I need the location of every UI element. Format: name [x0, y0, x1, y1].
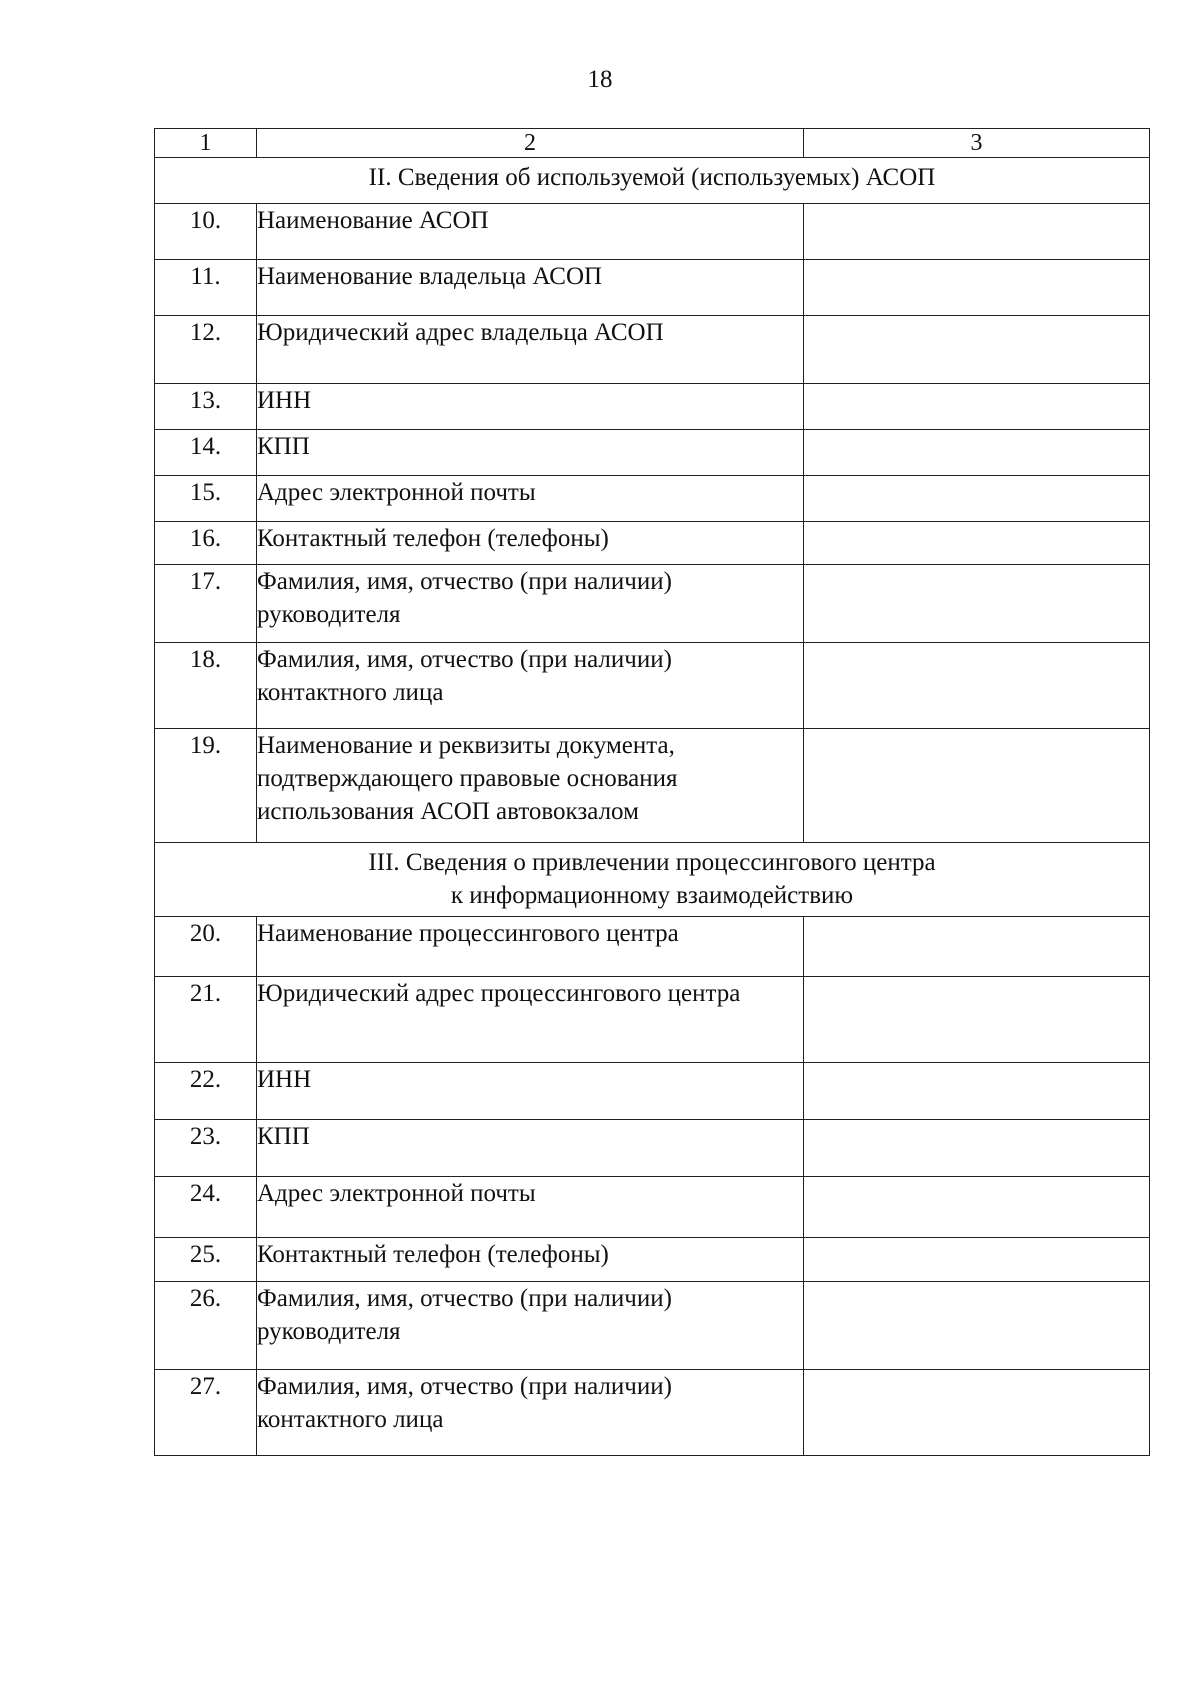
row-number: 20.: [155, 917, 257, 977]
value-cell[interactable]: [804, 1282, 1150, 1370]
table-row: [155, 430, 1150, 476]
row-label: Контактный телефон (телефоны): [257, 1238, 804, 1282]
row-number: 17.: [155, 565, 257, 643]
row-label: Адрес электронной почты: [257, 476, 804, 522]
table-row: [155, 1120, 1150, 1177]
row-label: Наименование владельца АСОП: [257, 260, 804, 316]
value-cell[interactable]: [804, 729, 1150, 843]
row-number: 23.: [155, 1120, 257, 1177]
table-row: [155, 1063, 1150, 1120]
table-row: [155, 729, 1150, 843]
value-cell[interactable]: [804, 384, 1150, 430]
table-row: [155, 522, 1150, 565]
table-row: [155, 476, 1150, 522]
row-label: Наименование процессингового центра: [257, 917, 804, 977]
form-table: [154, 128, 1150, 1456]
table-row: [155, 316, 1150, 384]
table-row: [155, 1177, 1150, 1238]
row-number: 13.: [155, 384, 257, 430]
value-cell[interactable]: [804, 1177, 1150, 1238]
row-number: 27.: [155, 1370, 257, 1456]
column-number-row: [155, 129, 1150, 158]
row-label: ИНН: [257, 1063, 804, 1120]
value-cell[interactable]: [804, 565, 1150, 643]
table-row: [155, 565, 1150, 643]
table-row: [155, 1238, 1150, 1282]
value-cell[interactable]: [804, 430, 1150, 476]
table-row: [155, 977, 1150, 1063]
row-number: 21.: [155, 977, 257, 1063]
row-label: Наименование АСОП: [257, 204, 804, 260]
column-number-1: 1: [155, 129, 257, 158]
table-row: [155, 643, 1150, 729]
value-cell[interactable]: [804, 260, 1150, 316]
value-cell[interactable]: [804, 522, 1150, 565]
page-number: 18: [587, 66, 613, 93]
row-number: 15.: [155, 476, 257, 522]
row-label: Фамилия, имя, отчество (при наличии) контактного лица: [257, 1370, 804, 1456]
row-label: Фамилия, имя, отчество (при наличии) контактного лица: [257, 643, 804, 729]
value-cell[interactable]: [804, 643, 1150, 729]
value-cell[interactable]: [804, 1120, 1150, 1177]
row-label: КПП: [257, 430, 804, 476]
row-number: 14.: [155, 430, 257, 476]
value-cell[interactable]: [804, 1238, 1150, 1282]
column-number-3: 3: [804, 129, 1150, 158]
table-row: [155, 384, 1150, 430]
section-header-2: [155, 158, 1150, 204]
section-header-3: [155, 843, 1150, 917]
row-label: Фамилия, имя, отчество (при наличии) руководителя: [257, 565, 804, 643]
row-label: КПП: [257, 1120, 804, 1177]
row-number: 25.: [155, 1238, 257, 1282]
table-row: [155, 204, 1150, 260]
value-cell[interactable]: [804, 1063, 1150, 1120]
row-label: Наименование и реквизиты документа, подтверждающего правовые основания использования АСОП автовокзалом: [257, 729, 804, 843]
row-label: Юридический адрес владельца АСОП: [257, 316, 804, 384]
section-title-line-2: к информационному взаимодействию: [450, 882, 854, 909]
table-row: [155, 1370, 1150, 1456]
row-label: ИНН: [257, 384, 804, 430]
value-cell[interactable]: [804, 1370, 1150, 1456]
row-number: 10.: [155, 204, 257, 260]
row-number: 19.: [155, 729, 257, 843]
value-cell[interactable]: [804, 476, 1150, 522]
table-row: [155, 260, 1150, 316]
row-number: 24.: [155, 1177, 257, 1238]
value-cell[interactable]: [804, 316, 1150, 384]
row-label: Контактный телефон (телефоны): [257, 522, 804, 565]
value-cell[interactable]: [804, 917, 1150, 977]
row-number: 18.: [155, 643, 257, 729]
section-title: [155, 843, 1150, 917]
row-number: 12.: [155, 316, 257, 384]
row-number: 22.: [155, 1063, 257, 1120]
row-number: 11.: [155, 260, 257, 316]
section-title-line-1: III. Сведения о привлечении процессингового центра: [368, 849, 936, 876]
table-row: [155, 1282, 1150, 1370]
row-number: 26.: [155, 1282, 257, 1370]
value-cell[interactable]: [804, 204, 1150, 260]
value-cell[interactable]: [804, 977, 1150, 1063]
column-number-2: 2: [257, 129, 804, 158]
row-label: Юридический адрес процессингового центра: [257, 977, 804, 1063]
table-row: [155, 917, 1150, 977]
row-number: 16.: [155, 522, 257, 565]
row-label: Фамилия, имя, отчество (при наличии) руководителя: [257, 1282, 804, 1370]
section-title: II. Сведения об используемой (используемых) АСОП: [155, 158, 1150, 204]
row-label: Адрес электронной почты: [257, 1177, 804, 1238]
